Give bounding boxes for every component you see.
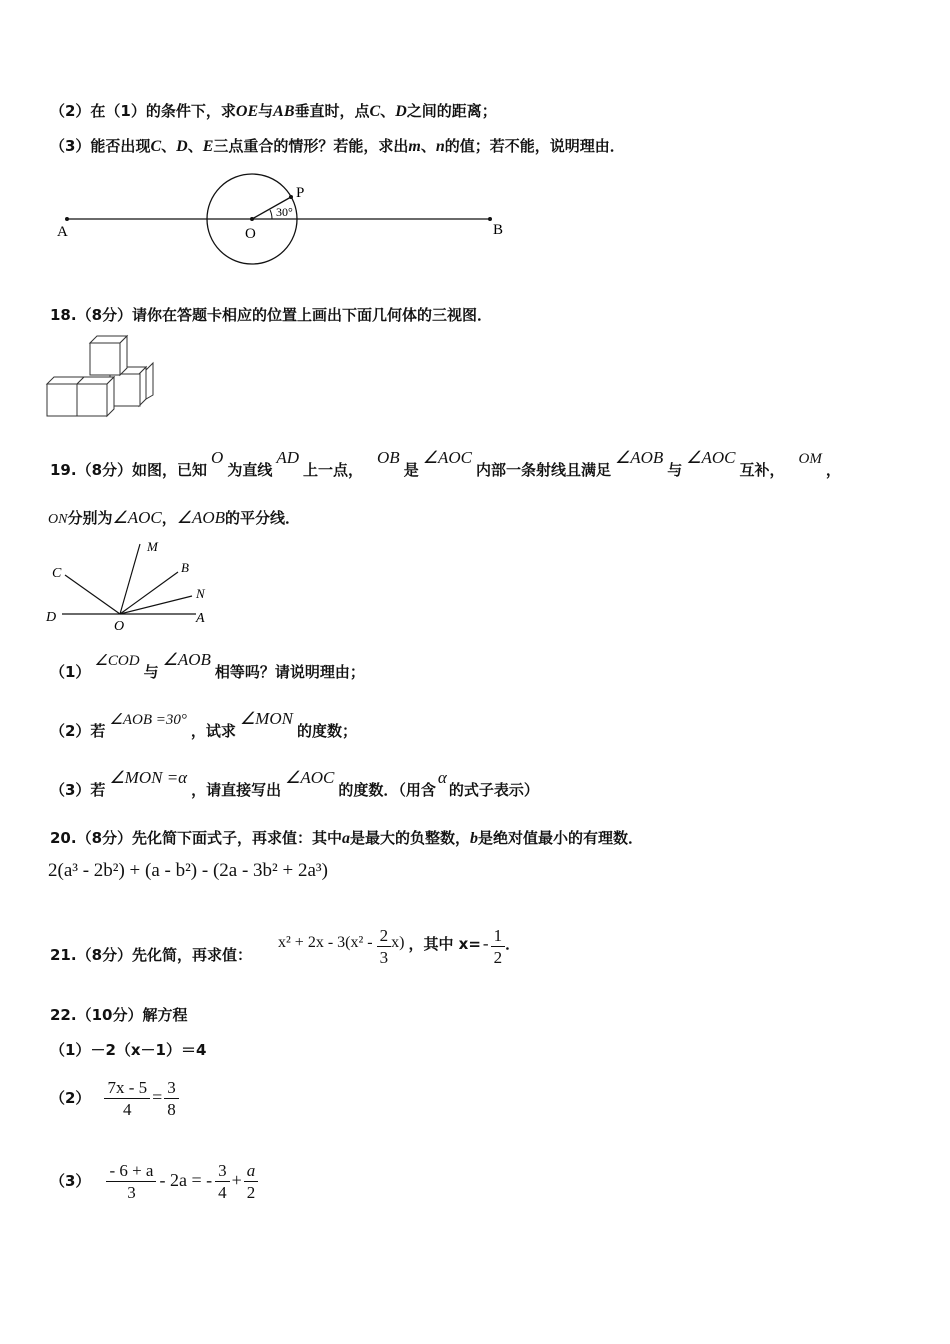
text: 分别为 [67, 509, 113, 527]
var-o: O [211, 448, 224, 467]
sub-prefix: （3） [50, 1172, 91, 1190]
text: ，请直接写出 [191, 781, 282, 799]
question-number: 19. [50, 461, 77, 479]
q19-rays-figure [0, 0, 950, 640]
text: 是最大的负整数， [350, 829, 471, 847]
text: 与 [258, 102, 274, 120]
text: 是 [403, 461, 419, 479]
fraction-neg6-plus-a-over-3 [106, 1160, 156, 1203]
var-c: C [369, 103, 381, 120]
text: ， [825, 461, 841, 479]
question-number: 18. [50, 306, 77, 324]
numerator: 3 [215, 1160, 230, 1182]
q19-sub2 [50, 709, 357, 742]
ray-ob [120, 572, 178, 614]
ray-om [120, 544, 140, 614]
q21 [50, 945, 252, 965]
ray-on [120, 596, 192, 614]
text: 、 [380, 102, 396, 120]
label-b: B [493, 222, 504, 238]
expr-part: x) [391, 934, 405, 951]
denominator: 4 [218, 1183, 227, 1202]
text: 互补， [739, 461, 785, 479]
text: 与 [143, 663, 159, 681]
numerator: 2 [377, 925, 392, 947]
label-a: A [196, 611, 205, 626]
label-d: D [46, 610, 57, 625]
numerator: 7x - 5 [104, 1077, 150, 1099]
numerator: 1 [491, 925, 506, 947]
sub-prefix: （1） [50, 663, 91, 681]
var-c: C [150, 138, 162, 155]
q17-sub3-prefix: （3）能否出现 [50, 137, 151, 155]
denominator: 8 [167, 1100, 176, 1119]
text: 、 [187, 137, 203, 155]
var-b: b [470, 830, 479, 847]
var-e: E [202, 138, 214, 155]
q21-expression [278, 925, 520, 968]
numerator: 3 [164, 1077, 179, 1099]
plus-sign: + [231, 1170, 242, 1190]
q22-eq1 [50, 1040, 206, 1060]
text: 、 [420, 137, 436, 155]
text: 先化简，再求值： [132, 946, 253, 964]
label-angle: 30° [276, 205, 293, 219]
equals: = [152, 1087, 163, 1107]
q19-sub1 [50, 650, 365, 683]
question-text: 请你在答题卡相应的位置上画出下面几何体的三视图． [132, 306, 493, 324]
text: 为直线 [227, 461, 273, 479]
text: 的式子表示） [448, 781, 539, 799]
angle-aoc: ∠AOC [112, 508, 162, 527]
q20 [50, 828, 643, 849]
label-b: B [181, 560, 189, 575]
text: ，试求 [190, 722, 236, 740]
question-number: 21. [50, 946, 77, 964]
text: 三点重合的情形？若能，求出 [213, 137, 409, 155]
text: 的值；若不能，说明理由． [444, 137, 625, 155]
question-score: （8分） [76, 946, 133, 964]
var-d: D [176, 138, 188, 155]
text: 先化简下面式子，再求值：其中 [132, 829, 343, 847]
angle-aoc: ∠AOC [422, 448, 472, 467]
var-on: ON [48, 512, 68, 527]
sub-prefix: （1） [50, 1041, 91, 1059]
var-d: D [395, 103, 407, 120]
sub-prefix: （3）若 [50, 781, 106, 799]
sub-prefix: （2） [50, 1089, 91, 1107]
var-m: m [408, 138, 421, 155]
question-score: （10分） [76, 1006, 143, 1024]
angle-aob: ∠AOB [162, 650, 211, 669]
text: 内部一条射线且满足 [475, 461, 611, 479]
q19-sub3 [50, 768, 539, 800]
numerator: - 6 + a [106, 1160, 156, 1182]
text: 之间的距离； [406, 102, 497, 120]
label-o: O [114, 619, 125, 634]
text: 、 [161, 137, 177, 155]
question-score: （8分） [76, 829, 133, 847]
question-number: 22. [50, 1006, 77, 1024]
denominator: 4 [123, 1100, 132, 1119]
text: 如图，已知 [132, 461, 208, 479]
angle-aob: ∠AOB [614, 448, 664, 467]
q17-sub2-prefix: （2）在（1）的条件下，求 [50, 102, 236, 120]
var-ob: OB [377, 448, 400, 467]
var-ad: AD [276, 448, 299, 467]
var-oe: OE [235, 103, 259, 120]
angle-cod: ∠COD [94, 653, 140, 669]
question-score: （8分） [76, 461, 133, 479]
var-om: OM [798, 451, 822, 467]
equation: －2（x－1）＝4 [90, 1041, 207, 1059]
text: 上一点， [303, 461, 364, 479]
sub-prefix: （2）若 [50, 722, 106, 740]
q22 [50, 1005, 187, 1025]
text: 的度数．（用含 [338, 781, 436, 799]
angle-aoc: ∠AOC [285, 768, 335, 787]
var-n: n [435, 138, 445, 155]
condition-aob-30: ∠AOB =30° [109, 712, 187, 728]
denominator: 3 [379, 948, 389, 967]
ray-oc [65, 575, 120, 614]
var-ab: AB [273, 103, 295, 120]
text: 是绝对值最小的有理数． [478, 829, 644, 847]
minus-sign: - [482, 934, 489, 953]
text: ，其中 x= [408, 935, 481, 953]
denominator: 2 [246, 1183, 256, 1202]
question-text: 解方程 [142, 1006, 188, 1024]
var-a: a [342, 830, 351, 847]
numerator: a [244, 1160, 259, 1182]
fraction-a-2 [244, 1160, 259, 1203]
text: ． [505, 935, 521, 953]
text: 与 [667, 461, 683, 479]
question-score: （8分） [76, 306, 133, 324]
text: 相等吗？请说明理由； [214, 663, 365, 681]
angle-aoc: ∠AOC [686, 448, 736, 467]
condition-mon-alpha: ∠MON =α [109, 768, 188, 787]
label-o: O [245, 226, 256, 242]
fraction-3-8 [164, 1077, 179, 1120]
label-a: A [57, 224, 68, 240]
q20-expression: 2(a³ - 2b²) + (a - b²) - (2a - 3b² + 2a³) [48, 860, 328, 881]
fraction-2-3 [377, 925, 392, 968]
q22-eq2 [50, 1074, 179, 1120]
fraction-7x-5-over-4 [104, 1077, 150, 1120]
label-p: P [296, 185, 305, 201]
denominator: 3 [127, 1183, 136, 1202]
fraction-3-4 [215, 1160, 230, 1203]
denominator: 2 [493, 948, 503, 967]
text: 的平分线． [225, 509, 301, 527]
var-alpha: α [437, 768, 447, 787]
expr-part: - 2a = - [159, 1170, 213, 1190]
question-number: 20. [50, 829, 77, 847]
label-m: M [147, 539, 158, 554]
expr-part: x² + 2x - 3(x² - [278, 934, 377, 951]
angle-aob: ∠AOB [176, 508, 226, 527]
label-n: N [196, 586, 205, 601]
q22-eq3 [50, 1157, 258, 1203]
angle-mon: ∠MON [239, 709, 293, 728]
text: 的度数； [296, 722, 357, 740]
fraction-1-2 [491, 925, 506, 968]
label-c: C [52, 566, 62, 581]
text: ， [161, 509, 177, 527]
text: 垂直时，点 [294, 102, 370, 120]
